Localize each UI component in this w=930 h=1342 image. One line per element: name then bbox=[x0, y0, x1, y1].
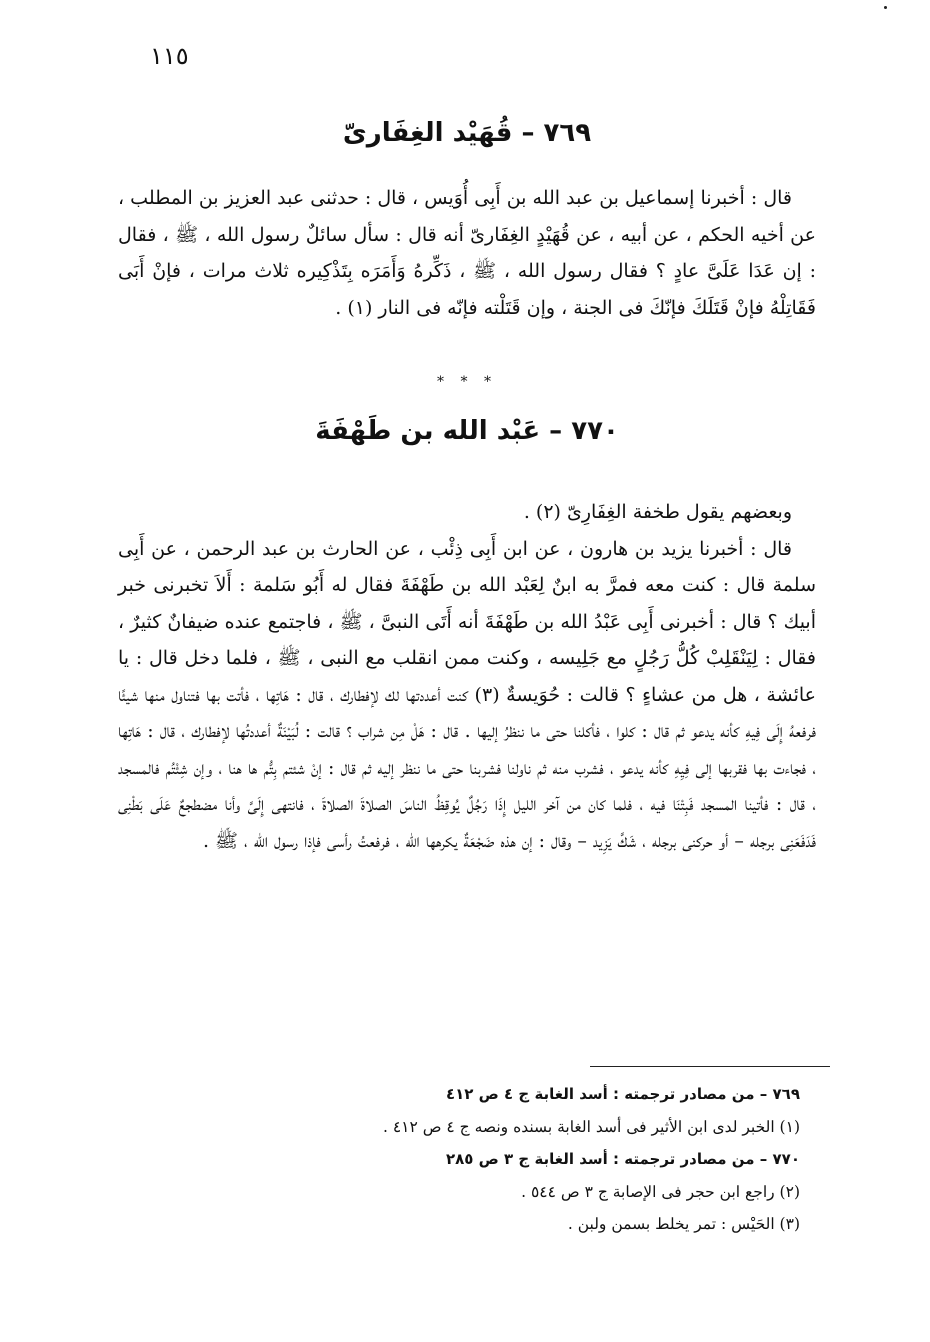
footnote-divider bbox=[590, 1066, 830, 1067]
entry-heading-769: ٧٦٩ – قُهَيْد الغِفَارىّ bbox=[342, 118, 592, 148]
page-number: ١١٥ bbox=[150, 42, 189, 70]
entry-heading-770: ٧٧٠ – عَبْد الله بن طَهْفَةَ bbox=[315, 416, 619, 446]
paragraph-intro: وبعضهم يقول طخفة الغِفَارِىّ (٢) . bbox=[523, 501, 792, 523]
footnote-source-770: ٧٧٠ – من مصادر ترجمته : أسد الغابة ج ٣ ص ٢٨٥ bbox=[445, 1150, 800, 1168]
footnote-3: (٣) الحَيْس : تمر يخلط بسمن ولبن . bbox=[567, 1215, 800, 1233]
paragraph: قال : أخبرنا إسماعيل بن عبد الله بن أَبِى أُوَيس ، قال : حدثنى عبد العزيز بن المطلب ، عن أخيه الحكم ، عن أبيه ، عن قُهَيْدٍ الغِفَارىّ أنه قال : سأل سائلٌ رسول الله ، ﷺ ، فقال : إن عَدَا عَلَىَّ عادٍ ؟ فقال رسول الله ، ﷺ ، ذَكِّرهُ وَأَمَرَه بِتَذْكِيره ثلاث مرات ، فإنْ أَبَى فَقَاتِلْهُ فإنْ قَتَلَكَ فإنّكَ فى الجنة ، وإن قَتَلْته فإنّه فى النار (١) . bbox=[118, 187, 816, 319]
footnotes bbox=[240, 1078, 800, 1241]
footnote-2: (٢) راجع ابن حجر فى الإصابة ج ٣ ص ٥٤٤ . bbox=[521, 1182, 800, 1201]
entry-body-769 bbox=[118, 180, 816, 326]
footnote-source-769: ٧٦٩ – من مصادر ترجمته : أسد الغابة ج ٤ ص ٤١٢ bbox=[445, 1085, 800, 1103]
footnote-1: (١) الخبر لدى ابن الأثير فى أسد الغابة بسنده ونصه ج ٤ ص ٤١٢ . bbox=[382, 1117, 800, 1136]
paragraph-narration: قال : أخبرنا يزيد بن هارون ، عن ابن أَبِى ذِئْب ، عن الحارث بن عبد الرحمن ، عن أَبِى سلمة قال : كنت معه فمرَّ به ابنٌ لِعَبْد الله بن طَهْفَةَ فقال له أَبُو سَلمة : أَلاَ تخبرنى خبر أبيك ؟ قال : أخبرنى أَبِى عَبْدُ الله بن طَهْفَةَ أنه أَتَى النبىَّ ، ﷺ ، فاجتمع عنده ضيفانٌ كثيرٌ ، فقال : لِيَنْقَلِبْ كُلُّ رَجُلٍ مع جَلِيسه ، وكنت ممن انقلب مع النبى ، ﷺ ، فلما دخل قال : يا عائشة ، هل من عشاءٍ ؟ قالت : حُوَيسةٌ (٣) كنت أعددتها لك لإفطارك ، قال : هَاتِها ، فأتت بها فتناول منها شيئًا فرفعهُ إِلَى فِيهِ كأنه يدعو ثم قال : كلوا ، فأكلنا حتى ما ننظرُ إليها . قال : هَلْ مِن شراب ؟ قالت : لُبَيْنَةٌ أعددتُها لإفطارك ، قال : هَاتِها ، فجاءت بها فقربها إلى فِيِهِ كأنه يدعو ، فشرب منه ثم ناولنا فشربنا حتى ما ننظر إليه ثم قال : إنْ شئتم بِتُّم ها هنا ، وإن شِئْتُم فالمسجد ، قال : فأتينا المسجد فَبِتْنَا فيه ، فلما كان من آخر الليل إِذَا رَجُلٌ يُوقِظُ الناسَ الصلاةَ الصلاةَ ، فانتهى إِلَىَّ وأنا مضطجعٌ عَلَى بَطْنِى فَدَفَعَنِى برجله – أو حركنى برجله ، شَكَّ يَزِيد – وقال : إن هذه ضَجْعَةٌ يكرهها الله ، فرفعتُ رأسى فإذا رسول الله ، ﷺ . bbox=[118, 537, 816, 852]
section-separator: * * * bbox=[437, 374, 497, 390]
scan-speck bbox=[884, 6, 887, 9]
entry-body-770 bbox=[118, 494, 816, 859]
